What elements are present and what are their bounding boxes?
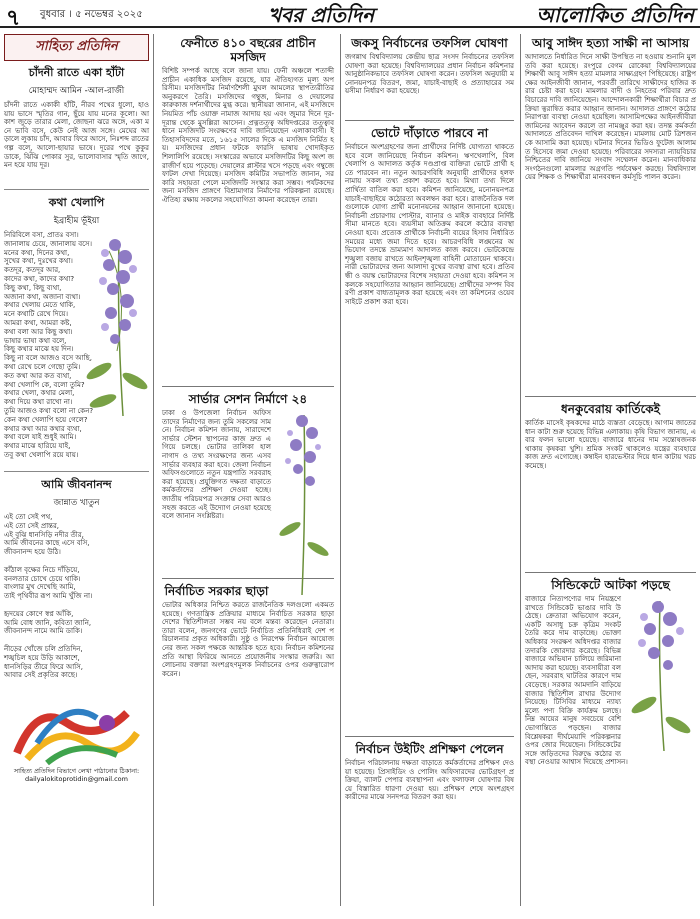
poem-author: ইব্রাহীম ভূঁইয়া: [53, 216, 100, 226]
headline: ধনকুবেরায় কার্তিকেই: [561, 402, 660, 416]
poem-line: কথা খেলাপি কে, বলো তুমি?: [4, 380, 85, 389]
headline: সার্ভার সেশন নির্মাণে ২৪: [188, 392, 308, 406]
flower-illustration: [79, 231, 149, 421]
headline: সিন্ডিকেটে আটকা পড়ছে: [551, 578, 670, 592]
article-text: কার্তিক মাসেই কৃষকদের মাঠে ব্যস্ততা বেড়েছে। আগাম জাতের ধান কাটা শুরু হয়েছে বিভিন্ন এলাকায়। কৃষি বিভাগ জানায়, এবার ফলন ভালো হয়েছে। বাজারে ধানের দাম সন্তোষজনক থাকায় কৃষকরা খুশি। শ্রমিক সংকট থাকলেও যন্ত্রের ব্যবহারে কাজ দ্রুত এগোচ্ছে। কম্বাইন হারভেস্টার দিয়ে ধান কাটায় খরচ কমেছে।: [525, 419, 696, 470]
poem-line: কথা রেখে চলে গেছো তুমি।: [4, 362, 81, 371]
poem-line: নীড়ের খোঁজে চলি প্রতিদিন,: [4, 644, 83, 653]
poem-title: কথা খেলাপি: [48, 196, 105, 209]
poem-line: শঙ্খচিল হয়ে উড়ি আকাশে,: [4, 653, 80, 662]
poem-line: অজানা কথা, অজানা ব্যথা।: [4, 292, 81, 301]
poem-line: তাই পৃথিবীর রূপ আমি খুঁজি না।: [4, 592, 93, 601]
dateline: বুধবার । ৫ নভেম্বর ২০২৫: [40, 9, 143, 20]
poem-line: জানালায় চেয়ে, জানালায় বসে।: [4, 239, 93, 248]
poem-line: কথা দিয়ে কথা রাখো না।: [4, 398, 73, 407]
poem-line: তুমি আজও কথা বলো না কেন?: [4, 406, 94, 415]
poem-line: সুখের কথা, দুঃখের কথা।: [4, 257, 73, 266]
article-text: নির্বাচন পরিচালনায় দক্ষতা বাড়াতে কর্মকর্তাদের প্রশিক্ষণ দেওয়া হয়েছে। প্রিসাইডিং ও পোলিং অফিসারদের ভোটগ্রহণ প্রক্রিয়া, ব্যালট পেপার ব্যবস্থাপনা এবং ফলাফল ঘোষণার বিষয়ে বিস্তারিত ধারণা দেওয়া হয়। প্রশিক্ষণ শেষে অংশগ্রহণকারীদের মাঝে সনদপত্র বিতরণ করা হয়।: [345, 759, 514, 802]
poem-line: ভাষার ভাষা কথা বলে,: [4, 336, 67, 345]
headline: ভোটে দাঁড়াতে পারবে না: [370, 126, 489, 140]
poem-line: কথা বলে যাই শুধুই আমি।: [4, 433, 77, 442]
poem-line: কত কথা আর কত ব্যথা,: [4, 371, 72, 380]
news-column-4: [520, 34, 696, 906]
poem-line: [4, 636, 149, 645]
poem-text: চাঁদনী রাতে একাকী হাঁটি, নীরব পথের ধুলো, হাওয়ায় ভাসে স্মৃতির গান, ছুঁয়ে যায় মনের কূলো। আকাশ জুড়ে তারার মেলা, জোছনা ঝরে অঙ্গে, একা মনে ভাবি বসে, কেউ নেই আজ সঙ্গে। মেঘের আড়ালে লুকায় চাঁদ, আবার ফিরে আসে, নিঃশব্দ রাতের গল্প বলে, আলো-ছায়ার ভাষে। দূরের পথে কুকুর ডাকে, ঝিঁঝি পোকার সুর, ভালোবাসার স্মৃতি জাগে, মন হয়ে যায় দূর।: [4, 101, 149, 170]
poem-line: মনে কথাটি রেখে দিয়ে।: [4, 310, 69, 319]
poem-line: কাদের কথা, কাদের কথা?: [4, 274, 75, 283]
poem-line: মনের কথা, দিনের কথা,: [4, 248, 70, 257]
headline: জকসু নির্বাচনের তফসিল ঘোষণা: [351, 36, 508, 50]
poem-line: কথা বলা আর কিছু কথা।: [4, 327, 73, 336]
article-text: বিশিষ্ট সম্পর্ক আছে বলে জানা যায়। ফেনী অঞ্চলে শতাব্দী প্রাচীন একাধিক মসজিদ রয়েছে, যার ঐতিহ্যগত মূল্য অপরিসীম। মসজিদটির নির্মাণশৈলী মুঘল আমলের স্থাপত্যরীতির অনুকরণে তৈরি। মসজিদের গম্বুজ, মিনার ও দেয়ালের কারুকাজ দর্শনার্থীদের মুগ্ধ করে। স্থানীয়রা জানান, এই মসজিদে নিয়মিত পাঁচ ওয়াক্ত নামাজ আদায় হয় এবং জুমার দিনে দূর-দূরান্ত থেকে মুসল্লিরা আসেন। প্রত্নতত্ত্ব অধিদপ্তরের তত্ত্বাবধানে মসজিদটি সংরক্ষণের দাবি জানিয়েছেন এলাকাবাসী। ইতিহাসবিদদের মতে, ১৬১৫ সালের দিকে এ মসজিদ নির্মিত হয়। মসজিদের প্রধান ফটকে ফারসি ভাষায় খোদাইকৃত শিলালিপি রয়েছে। সংস্কারের অভাবে মসজিদটির কিছু অংশ জরাজীর্ণ হয়ে পড়েছে। দেয়ালের প্লাস্টার খসে পড়ছে এবং গম্বুজে ফাটল দেখা দিয়েছে। মসজিদ কমিটির সভাপতি জানান, সরকারি সহায়তা পেলে মসজিদটি সংস্কার করা সম্ভব। পর্যটকদের জন্য মসজিদ প্রাঙ্গণে বিশ্রামাগার নির্মাণের পরিকল্পনা রয়েছে। ঐতিহ্য রক্ষায় সকলের সহযোগিতা কামনা করেছেন তারা।: [162, 67, 334, 204]
poem-line: কথার খেলায় মেতে থাকি,: [4, 301, 76, 310]
poem-line: নিরিবিলে বসা, প্রাতঃ বসা।: [4, 231, 79, 239]
poem-line: কতদূর, কতদূর আর,: [4, 266, 61, 275]
poem-line: [4, 557, 149, 566]
section-title: সাহিত্য প্রতিদিন: [4, 34, 149, 61]
poem-line: বনলতার চোখে চেয়ে থাকি।: [4, 574, 81, 583]
news-column-3: [340, 34, 514, 906]
poem-line: কিছু না বলে আজও বসে আছি,: [4, 354, 92, 363]
headline: নির্বাচিত সরকার ছাড়া: [164, 584, 269, 598]
poem-author: জান্নাত খাতুন: [53, 498, 100, 508]
poem-line: আমি বোধ জানি, কবিতা জানি,: [4, 618, 92, 627]
poem-line: [4, 601, 149, 610]
literature-column: [4, 34, 154, 906]
poem-line: কথার মাঝে হারিয়ে যাই,: [4, 442, 71, 451]
poem-line: এই তো সেই প্রান্তর,: [4, 521, 60, 530]
poem-line: এই বুঝি ধানসিড়ি নদীর তীর,: [4, 530, 84, 539]
poem-line: আমি জীবনের কাছে এসে বসি,: [4, 539, 90, 548]
abstract-art-illustration: [7, 693, 147, 765]
poem-line: কিছু কথা, কিছু ব্যথা,: [4, 283, 62, 292]
article-text: জগন্নাথ বিশ্ববিদ্যালয় কেন্দ্রীয় ছাত্র সংসদ নির্বাচনের তফসিল ঘোষণা করা হয়েছে। বিশ্ববিদ্যালয়ের প্রধান নির্বাচন কমিশনার আনুষ্ঠানিকভাবে তফসিল ঘোষণা করেন। তফসিল অনুযায়ী মনোনয়নপত্র বিতরণ, জমা, যাচাই-বাছাই ও প্রত্যাহারের সময়সীমা নির্ধারণ করা হয়েছে।: [345, 53, 514, 96]
flower-illustration: [624, 595, 696, 755]
article-text: ভোটার অধিকার নিশ্চিত করতে রাজনৈতিক দলগুলো একমত হয়েছে। গণতান্ত্রিক প্রক্রিয়ার মাধ্যমে নির্বাচিত সরকার ছাড়া দেশের স্থিতিশীলতা সম্ভব নয় বলে মন্তব্য করেছেন নেতারা। তারা বলেন, জনগণের ভোটে নির্বাচিত প্রতিনিধিরাই দেশ পরিচালনার প্রকৃত অধিকারী। সুষ্ঠু ও নিরপেক্ষ নির্বাচন আয়োজনের জন্য সকল পক্ষকে আন্তরিক হতে হবে। নির্বাচন কমিশনের প্রতি আস্থা ফিরিয়ে আনতে প্রয়োজনীয় সংস্কার জরুরি। আলোচনায় বক্তারা অংশগ্রহণমূলক নির্বাচনের ওপর গুরুত্বারোপ করেন।: [162, 601, 334, 678]
page-number: ৭: [6, 5, 21, 31]
poem-title: চাঁদনী রাতে একা হাঁটা: [28, 66, 125, 79]
article-text: ঢাকা ও উপজেলা নির্বাচন অফিস তাদের নির্মাণের জন্য তুমি সকলের সামনে। নির্বাচন কমিশন জানায়, সারাদেশে সার্ভার স্টেশন স্থাপনের কাজ দ্রুত এগিয়ে চলছে। ভোটার তালিকা হালনাগাদ ও তথ্য সংরক্ষণের জন্য এসব সার্ভার ব্যবহার করা হবে। জেলা নির্বাচন অফিসগুলোতে নতুন যন্ত্রপাতি সরবরাহ করা হয়েছে। প্রযুক্তিগত দক্ষতা বাড়াতে কর্মকর্তাদের প্রশিক্ষণ দেওয়া হচ্ছে। জাতীয় পরিচয়পত্র সংক্রান্ত সেবা আরও সহজ করতে এই উদ্যোগ নেওয়া হয়েছে বলে জানান সংশ্লিষ্টরা।: [162, 409, 271, 521]
masthead-center: খবর প্রতিদিন: [268, 3, 375, 27]
masthead-right: আলোকিত প্রতিদিন: [536, 3, 694, 27]
article-text: বাজারে নিত্যপণ্যের দাম নিয়ন্ত্রণে রাখতে সিন্ডিকেট ভাঙার দাবি উঠেছে। ক্রেতারা অভিযোগ করেন, একটি অসাধু চক্র কৃত্রিম সংকট তৈরি করে দাম বাড়াচ্ছে। ভোক্তা অধিকার সংরক্ষণ অধিদপ্তর বাজার তদারকি জোরদার করেছে। বিভিন্ন বাজারে অভিযান চালিয়ে জরিমানা আদায় করা হয়েছে। ব্যবসায়ীরা বলছেন, সরবরাহ ঘাটতির কারণে দাম বেড়েছে। সরকার আমদানি বাড়িয়ে বাজার স্থিতিশীল রাখার উদ্যোগ নিয়েছে। টিসিবির মাধ্যমে ন্যায্যমূল্যে পণ্য বিক্রি কার্যক্রম চলছে। নিম্ন আয়ের মানুষ সবচেয়ে বেশি ভোগান্তিতে পড়ছেন। বাজার বিশ্লেষকরা দীর্ঘমেয়াদি পরিকল্পনার ওপর জোর দিয়েছেন। সিন্ডিকেটের সঙ্গে জড়িতদের বিরুদ্ধে কঠোর ব্যবস্থা নেওয়ার আশ্বাস দিয়েছে প্রশাসন।: [525, 595, 628, 767]
headline: নির্বাচন উইটিং প্রশিক্ষণ পেলেন: [355, 742, 504, 756]
poem-line: বাংলার মুখ দেখেছি আমি,: [4, 583, 76, 592]
poem-line: কাঁঠাল বৃক্ষের নিচে দাঁড়িয়ে,: [4, 565, 80, 574]
poem-author: মোহাম্মদ আমিন -আল-রাজী: [28, 86, 125, 96]
poem-line: আবার সেই প্রকৃতির কাছে।: [4, 671, 78, 680]
submission-email[interactable]: dailyalokitoprotidin@gmail.com: [25, 775, 128, 783]
headline: ফেনীতে ৪১০ বছরের প্রাচীন মসজিদ: [180, 36, 316, 64]
poem-line: কেন কথা খেলাপি হয়ে গেলে?: [4, 415, 88, 424]
poem-line: হৃদয়ের কোণে স্বপ্ন আঁকি,: [4, 609, 74, 618]
poem-line: তবু কথা খেলাপি রয়ে যায়।: [4, 450, 79, 459]
poem-line: ধানসিড়ির তীরে ফিরে আসি,: [4, 662, 84, 671]
submission-note: সাহিত্য প্রতিদিন বিভাগে লেখা পাঠানোর ঠিকানা:: [13, 767, 140, 775]
poem-line: জীবনানন্দ হয়ে উঠি।: [4, 548, 61, 557]
poem-line: কথার খেলা, কথার মেলা,: [4, 389, 75, 398]
poem-title: আমি জীবনানন্দ: [41, 478, 112, 491]
flower-illustration: [274, 409, 334, 599]
article-text: আদালতে নির্ধারিত দিনে সাক্ষী উপস্থিত না হওয়ায় শুনানি মুলতবি করা হয়েছে। রংপুরে বেগম রোকেয়া বিশ্ববিদ্যালয়ের শিক্ষার্থী আবু সাঈদ হত্যা মামলার সাক্ষ্যগ্রহণ পিছিয়েছে। রাষ্ট্রপক্ষের আইনজীবী জানান, পরবর্তী তারিখে সাক্ষীদের হাজির করার চেষ্টা করা হবে। মামলার বাদী ও নিহতের পরিবার দ্রুত বিচারের দাবি জানিয়েছেন। আন্দোলনকারী শিক্ষার্থীরা বিচার প্রক্রিয়া ত্বরান্বিত করার আহ্বান জানান। আদালত প্রাঙ্গণে কঠোর নিরাপত্তা ব্যবস্থা নেওয়া হয়েছিল। আসামিপক্ষের আইনজীবীরা জামিনের আবেদন করলে তা নামঞ্জুর করা হয়। তদন্ত কর্মকর্তা আদালতে প্রতিবেদন দাখিল করেছেন। মামলায় মোট ত্রিশজনকে আসামি করা হয়েছে। ঘটনার দিনের ভিডিও ফুটেজ আলামত হিসেবে জমা দেওয়া হয়েছে। পরিবারের সদস্যরা ন্যায়বিচার নিশ্চিতের দাবি জানিয়ে সংবাদ সম্মেলন করেন। মানবাধিকার সংগঠনগুলো মামলার অগ্রগতি পর্যবেক্ষণ করছে। বিশ্ববিদ্যালয়ের শিক্ষক ও শিক্ষার্থীরা মানববন্ধন কর্মসূচি পালন করেন।: [525, 53, 696, 182]
poem-line: কিছু কথার মাঝে হয় দিন।: [4, 345, 74, 354]
page-header: [0, 0, 700, 31]
poem-line: আমরা কথা, আমরা কষ্ট,: [4, 318, 72, 327]
poem-line: কথার কথা আর কথার ব্যথা,: [4, 424, 82, 433]
poem-line: জীবনানন্দ নামে আমি ডাকি।: [4, 627, 83, 636]
news-column-2: [160, 34, 334, 906]
article-text: নির্বাচনে অংশগ্রহণের জন্য প্রার্থীদের নির্দিষ্ট যোগ্যতা থাকতে হবে বলে জানিয়েছে নির্বাচন কমিশন। ঋণখেলাপি, বিলখেলাপি ও আদালত কর্তৃক দণ্ডপ্রাপ্ত ব্যক্তিরা ভোটে প্রার্থী হতে পারবেন না। নতুন আচরণবিধি অনুযায়ী প্রার্থীদের হলফনামায় সকল তথ্য প্রকাশ করতে হবে। মিথ্যা তথ্য দিলে প্রার্থিতা বাতিল করা হবে। কমিশন জানিয়েছে, মনোনয়নপত্র যাচাই-বাছাইয়ে কঠোরতা অবলম্বন করা হবে। রাজনৈতিক দলগুলোকে যোগ্য প্রার্থী মনোনয়নের আহ্বান জানানো হয়েছে। নির্বাচনী প্রচারণায় পোস্টার, ব্যানার ও মাইক ব্যবহারে নির্দিষ্ট সীমা মানতে হবে। ব্যয়সীমা অতিক্রম করলে কঠোর ব্যবস্থা নেওয়া হবে। প্রত্যেক প্রার্থীকে নির্বাচনী ব্যয়ের হিসাব নির্ধারিত সময়ের মধ্যে জমা দিতে হবে। আচরণবিধি লঙ্ঘনের অভিযোগ তদন্তে ভ্রাম্যমাণ আদালত কাজ করবে। ভোটকেন্দ্রে শৃঙ্খলা বজায় রাখতে আইনশৃঙ্খলা বাহিনী মোতায়েন থাকবে। নারী ভোটারদের জন্য আলাদা বুথের ব্যবস্থা রাখা হবে। প্রতিবন্ধী ও বয়স্ক ভোটারদের বিশেষ সহায়তা দেওয়া হবে। কমিশন সকলকে সহযোগিতার আহ্বান জানিয়েছে। প্রার্থীদের সম্পদ বিবরণী প্রকাশ বাধ্যতামূলক করা হয়েছে এবং তা কমিশনের ওয়েবসাইটে প্রকাশ করা হবে।: [345, 143, 514, 306]
headline: আবু সাঈদ হত্যা সাক্ষী না আসায়: [531, 36, 690, 50]
poem-line: এই তো সেই পথ,: [4, 513, 53, 521]
